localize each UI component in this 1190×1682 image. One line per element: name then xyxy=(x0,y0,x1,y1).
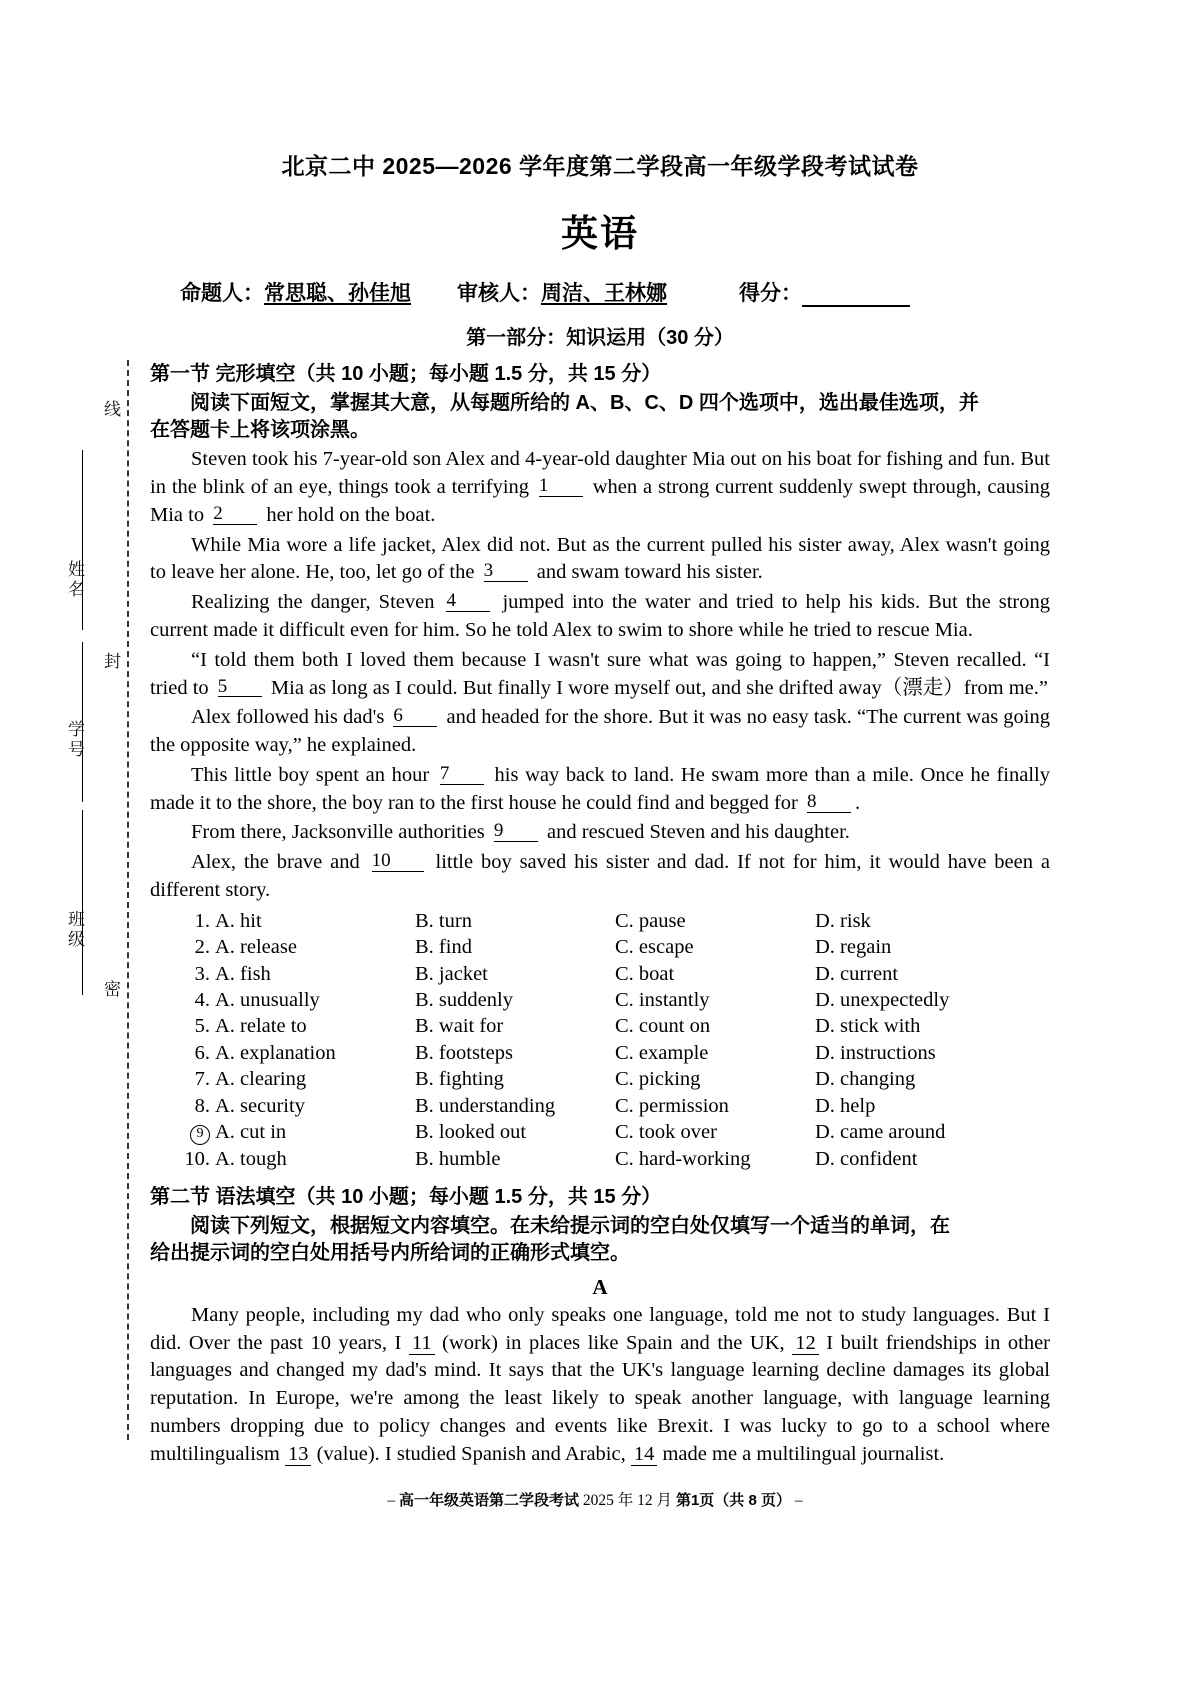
author-value: 常思聪、孙佳旭 xyxy=(264,282,411,305)
cloze-blank[interactable]: 7 xyxy=(440,764,484,785)
seal-field-class-rule xyxy=(82,810,83,995)
option-choice[interactable]: B. looked out xyxy=(415,1121,527,1144)
option-choice[interactable]: D. confident xyxy=(815,1148,918,1171)
option-choice[interactable]: D. current xyxy=(815,962,899,985)
footer-exam-name: 高一年级英语第二学段考试 xyxy=(399,1492,580,1509)
option-choice[interactable]: D. unexpectedly xyxy=(815,988,950,1011)
instruction-line-1: 阅读下面短文，掌握其大意，从每题所给的 A、B、C、D 四个选项中，选出最佳选项，并 xyxy=(190,392,979,414)
option-choice[interactable]: D. came around xyxy=(815,1121,946,1144)
option-number: 7. xyxy=(194,1068,210,1091)
section-two-instruction xyxy=(150,1213,1050,1267)
footer-date: 2025 年 12 月 xyxy=(582,1492,673,1509)
seal-field-studentid-label: 学号 xyxy=(65,720,84,760)
reviewer-label: 审核人： xyxy=(457,282,541,305)
option-row xyxy=(180,1093,1050,1119)
option-choice[interactable]: A. unusually xyxy=(215,988,320,1011)
seal-field-class-label: 班级 xyxy=(65,910,84,950)
section-two-heading: 第二节 语法填空（共 10 小题；每小题 1.5 分，共 15 分） xyxy=(150,1185,662,1208)
footer-page-number: 第1页（共 8 页） xyxy=(675,1492,791,1509)
cloze-blank[interactable]: 8 xyxy=(807,792,851,813)
option-choice[interactable]: C. boat xyxy=(615,962,675,985)
grammar-blank[interactable]: 11 xyxy=(409,1330,435,1358)
cloze-paragraph: This little boy spent an hour 7 his way back to land. He swam more than a mile. Once he finally made it to the shore, the boy ran to the first house he could find and begged for 8 . xyxy=(150,762,1050,814)
option-choice[interactable]: C. picking xyxy=(615,1068,701,1091)
option-choice[interactable]: C. escape xyxy=(615,936,694,959)
option-row xyxy=(180,1040,1050,1066)
option-number: 1. xyxy=(194,909,210,932)
option-choice[interactable]: A. fish xyxy=(215,962,271,985)
option-number: 8. xyxy=(194,1094,210,1117)
option-choice[interactable]: C. permission xyxy=(615,1094,729,1117)
option-choice[interactable]: C. hard-working xyxy=(615,1148,751,1171)
cloze-paragraph: “I told them both I loved them because I wasn't sure what was going to happen,” Steven recalled. “I tried to 5 Mia as long as I could. But finally I wore myself out, and she drifted away（漂走）from me.” xyxy=(150,648,1050,699)
footer-dash-left: – xyxy=(387,1492,400,1509)
option-choice[interactable]: A. explanation xyxy=(215,1041,336,1064)
option-choice[interactable]: C. example xyxy=(615,1041,709,1064)
grammar-blank[interactable]: 12 xyxy=(792,1330,819,1358)
option-choice[interactable]: B. suddenly xyxy=(415,988,513,1011)
cloze-paragraph: From there, Jacksonville authorities 9 and rescued Steven and his daughter. xyxy=(191,820,850,844)
author-label: 命题人： xyxy=(180,282,264,305)
option-row xyxy=(180,908,1050,934)
option-number: 4. xyxy=(194,988,210,1011)
option-choice[interactable]: A. relate to xyxy=(215,1015,307,1038)
seal-label-seal: 封 xyxy=(101,652,120,672)
option-choice[interactable]: B. wait for xyxy=(415,1015,504,1038)
option-row xyxy=(180,987,1050,1013)
page-footer xyxy=(0,1488,1190,1510)
instruction2-line-2: 给出提示词的空白处用括号内所给词的正确形式填空。 xyxy=(150,1241,630,1264)
option-choice[interactable]: D. help xyxy=(815,1094,876,1117)
passage-a xyxy=(150,1302,1050,1469)
reviewer-value: 周洁、王林娜 xyxy=(541,282,667,305)
section-one-instruction xyxy=(150,390,1050,444)
option-choice[interactable]: C. took over xyxy=(615,1121,717,1144)
option-choice[interactable]: B. fighting xyxy=(415,1068,504,1091)
option-number: 2. xyxy=(194,936,210,959)
cloze-blank[interactable]: 3 xyxy=(484,561,528,582)
option-choice[interactable]: A. clearing xyxy=(215,1068,307,1091)
cloze-paragraph: Alex followed his dad's 6 and headed for the shore. But it was no easy task. “The current was going the opposite way,” he explained. xyxy=(150,705,1050,757)
option-choice[interactable]: A. cut in xyxy=(215,1121,287,1144)
circled-number-marker: 9 xyxy=(190,1125,210,1145)
option-choice[interactable]: B. footsteps xyxy=(415,1041,513,1064)
option-number: 10. xyxy=(184,1148,210,1171)
instruction2-line-1: 阅读下列短文，根据短文内容填空。在未给提示词的空白处仅填写一个适当的单词，在 xyxy=(190,1214,950,1237)
option-choice[interactable]: D. stick with xyxy=(815,1015,921,1038)
option-choice[interactable]: D. changing xyxy=(815,1068,916,1091)
option-choice[interactable]: C. instantly xyxy=(615,988,710,1011)
instruction-line-2: 在答题卡上将该项涂黑。 xyxy=(150,419,370,442)
option-choice[interactable]: A. security xyxy=(215,1094,305,1117)
section-one-heading: 第一节 完形填空（共 10 小题；每小题 1.5 分，共 15 分） xyxy=(150,363,662,385)
cloze-blank[interactable]: 2 xyxy=(213,504,257,525)
option-row xyxy=(180,934,1050,960)
option-choice[interactable]: C. count on xyxy=(615,1015,711,1038)
option-row xyxy=(180,1066,1050,1092)
document-body xyxy=(150,0,1050,1469)
option-row xyxy=(180,961,1050,987)
cloze-blank[interactable]: 10 xyxy=(372,851,424,872)
cloze-passage xyxy=(150,446,1050,904)
option-choice[interactable]: B. understanding xyxy=(415,1094,556,1117)
seal-label-secret: 密 xyxy=(101,980,120,1000)
score-blank[interactable] xyxy=(802,285,910,307)
cloze-paragraph: Realizing the danger, Steven 4 jumped into the water and tried to help his kids. But the strong current made it difficult even for him. So he told Alex to swim to shore while he tried to rescue Mia. xyxy=(150,590,1050,641)
cloze-blank[interactable]: 5 xyxy=(218,677,262,698)
option-choice[interactable]: A. release xyxy=(215,936,297,959)
passage-a-paragraph: Many people, including my dad who only speaks one language, told me not to study languages. But I did. Over the past 10 years, I 11 (work) in places like Spain and the UK, 12 I built friendships in other languages and changed my dad's mind. It says that the UK's language learning decline damages its global reputation. In Europe, we're among the least likely to speak another language, with language learning numbers dropping due to policy changes and events like Brexit. I was lucky to go to a school where multilingualism 13 (value). I studied Spanish and Arabic, 14 made me a multilingual journalist. xyxy=(150,1302,1050,1469)
option-row xyxy=(180,1146,1050,1172)
seal-field-studentid-rule xyxy=(82,642,83,802)
passage-a-label: A xyxy=(592,1274,608,1299)
option-row xyxy=(180,1013,1050,1039)
cloze-blank[interactable]: 4 xyxy=(446,591,490,612)
seal-dashed-line xyxy=(127,360,129,1440)
option-number xyxy=(180,1119,215,1146)
option-choice[interactable]: B. turn xyxy=(415,909,472,932)
option-number: 3. xyxy=(194,962,210,985)
footer-dash-right: – xyxy=(790,1492,803,1509)
seal-label-line: 线 xyxy=(101,400,120,420)
part-one-heading: 第一部分：知识运用（30 分） xyxy=(466,327,734,349)
cloze-options xyxy=(150,908,1050,1173)
option-choice[interactable]: B. jacket xyxy=(415,962,488,985)
option-number: 5. xyxy=(194,1015,210,1038)
grammar-blank[interactable]: 13 xyxy=(285,1441,312,1469)
option-choice[interactable]: D. regain xyxy=(815,936,892,959)
option-choice[interactable]: A. hit xyxy=(215,909,262,932)
option-row xyxy=(180,1119,1050,1146)
subject-title: 英语 xyxy=(561,213,639,254)
cloze-blank[interactable]: 1 xyxy=(539,476,583,497)
meta-row xyxy=(150,277,1050,307)
cloze-paragraph: Alex, the brave and 10 little boy saved his sister and dad. If not for him, it would have been a different story. xyxy=(150,850,1050,901)
cloze-blank[interactable]: 6 xyxy=(393,706,437,727)
seal-margin-fields xyxy=(60,380,126,1260)
seal-field-name-label: 姓名 xyxy=(65,560,84,600)
option-choice[interactable]: C. pause xyxy=(615,909,686,932)
seal-field-name-rule xyxy=(82,450,83,630)
seal-margin xyxy=(0,0,150,1682)
cloze-paragraph: While Mia wore a life jacket, Alex did not. But as the current pulled his sister away, Alex wasn't going to leave her alone. He, too, let go of the 3 and swam toward his sister. xyxy=(150,533,1050,584)
option-choice[interactable]: D. instructions xyxy=(815,1041,936,1064)
option-number: 6. xyxy=(194,1041,210,1064)
grammar-blank[interactable]: 14 xyxy=(631,1441,658,1469)
cloze-blank[interactable]: 9 xyxy=(494,821,538,842)
cloze-paragraph: Steven took his 7-year-old son Alex and 4-year-old daughter Mia out on his boat for fishing and fun. But in the blink of an eye, things took a terrifying 1 when a strong current suddenly swept through, causing Mia to 2 her hold on the boat. xyxy=(150,448,1050,526)
option-choice[interactable]: A. tough xyxy=(215,1148,287,1171)
option-choice[interactable]: D. risk xyxy=(815,909,871,932)
option-choice[interactable]: B. find xyxy=(415,936,472,959)
option-choice[interactable]: B. humble xyxy=(415,1148,501,1171)
page-title: 北京二中 2025—2026 学年度第二学段高一年级学段考试试卷 xyxy=(281,153,919,179)
score-label: 得分： xyxy=(739,282,802,305)
